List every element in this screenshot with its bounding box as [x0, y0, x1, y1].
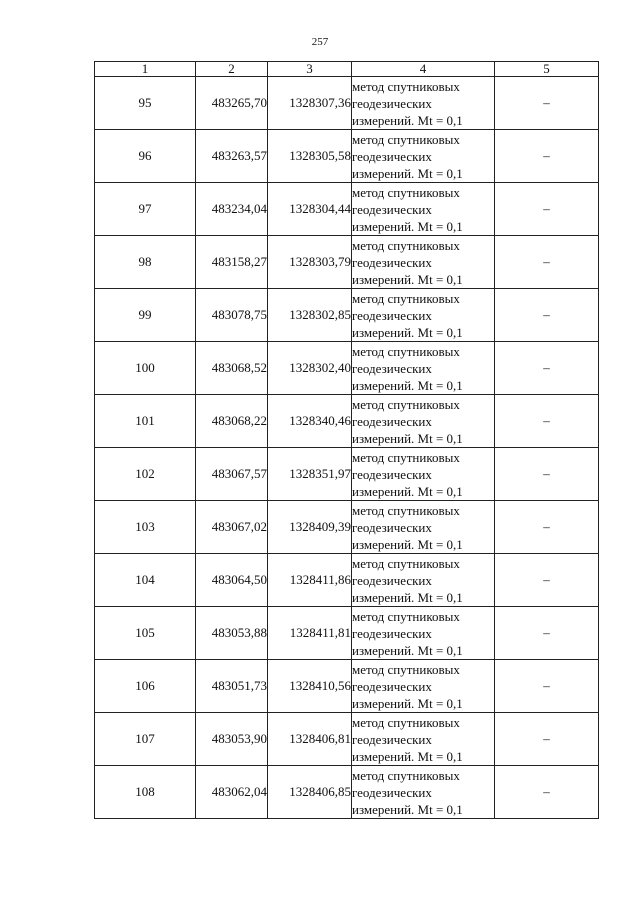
method-cell — [352, 660, 495, 713]
method-text-line: измерений. Mt = 0,1 — [352, 589, 463, 605]
point-number-cell: 108 — [95, 766, 196, 819]
method-text-line: измерений. Mt = 0,1 — [352, 165, 463, 181]
y-coordinate-cell: 1328409,39 — [268, 501, 352, 554]
y-coordinate-cell: 1328304,44 — [268, 183, 352, 236]
note-cell: – — [495, 289, 599, 342]
method-text-line: метод спутниковых — [352, 184, 460, 200]
table-row — [95, 77, 599, 130]
method-text-line: геодезических — [352, 572, 432, 588]
x-coordinate-cell: 483263,57 — [196, 130, 268, 183]
column-header-5: 5 — [495, 62, 599, 77]
method-text-line: измерений. Mt = 0,1 — [352, 430, 463, 446]
table-header — [95, 62, 599, 77]
method-text-line: метод спутниковых — [352, 290, 460, 306]
y-coordinate-cell: 1328351,97 — [268, 448, 352, 501]
method-text-line: измерений. Mt = 0,1 — [352, 324, 463, 340]
method-text-line: метод спутниковых — [352, 449, 460, 465]
method-text-line: метод спутниковых — [352, 502, 460, 518]
y-coordinate-cell: 1328307,36 — [268, 77, 352, 130]
method-cell — [352, 607, 495, 660]
note-cell: – — [495, 766, 599, 819]
y-coordinate-cell: 1328305,58 — [268, 130, 352, 183]
y-coordinate-cell: 1328410,56 — [268, 660, 352, 713]
x-coordinate-cell: 483068,22 — [196, 395, 268, 448]
table-body — [95, 77, 599, 819]
method-cell — [352, 77, 495, 130]
table-row — [95, 607, 599, 660]
method-cell — [352, 289, 495, 342]
column-header-3: 3 — [268, 62, 352, 77]
method-text-line: геодезических — [352, 625, 432, 641]
point-number-cell: 98 — [95, 236, 196, 289]
table-row — [95, 554, 599, 607]
note-cell: – — [495, 183, 599, 236]
method-text-line: метод спутниковых — [352, 714, 460, 730]
point-number-cell: 96 — [95, 130, 196, 183]
table-row — [95, 501, 599, 554]
table-row — [95, 183, 599, 236]
y-coordinate-cell: 1328340,46 — [268, 395, 352, 448]
x-coordinate-cell: 483234,04 — [196, 183, 268, 236]
table-row — [95, 766, 599, 819]
x-coordinate-cell: 483265,70 — [196, 77, 268, 130]
x-coordinate-cell: 483067,57 — [196, 448, 268, 501]
page-number: 257 — [311, 36, 329, 48]
note-cell: – — [495, 501, 599, 554]
method-text-line: метод спутниковых — [352, 237, 460, 253]
x-coordinate-cell: 483078,75 — [196, 289, 268, 342]
x-coordinate-cell: 483062,04 — [196, 766, 268, 819]
note-cell: – — [495, 236, 599, 289]
note-cell: – — [495, 130, 599, 183]
method-text-line: геодезических — [352, 413, 432, 429]
method-text-line: метод спутниковых — [352, 131, 460, 147]
table-row — [95, 713, 599, 766]
method-text-line: геодезических — [352, 466, 432, 482]
point-number-cell: 102 — [95, 448, 196, 501]
table-row — [95, 236, 599, 289]
table-row — [95, 289, 599, 342]
method-text-line: метод спутниковых — [352, 767, 460, 783]
point-number-cell: 95 — [95, 77, 196, 130]
y-coordinate-cell: 1328406,81 — [268, 713, 352, 766]
note-cell: – — [495, 342, 599, 395]
x-coordinate-cell: 483053,90 — [196, 713, 268, 766]
method-cell — [352, 501, 495, 554]
method-cell — [352, 395, 495, 448]
point-number-cell: 103 — [95, 501, 196, 554]
header-row — [95, 62, 599, 77]
method-text-line: метод спутниковых — [352, 661, 460, 677]
method-cell — [352, 554, 495, 607]
y-coordinate-cell: 1328406,85 — [268, 766, 352, 819]
note-cell: – — [495, 713, 599, 766]
point-number-cell: 105 — [95, 607, 196, 660]
note-cell: – — [495, 607, 599, 660]
method-cell — [352, 183, 495, 236]
method-text-line: геодезических — [352, 784, 432, 800]
method-text-line: измерений. Mt = 0,1 — [352, 801, 463, 817]
note-cell: – — [495, 395, 599, 448]
y-coordinate-cell: 1328303,79 — [268, 236, 352, 289]
table-row — [95, 130, 599, 183]
method-text-line: метод спутниковых — [352, 343, 460, 359]
method-text-line: метод спутниковых — [352, 608, 460, 624]
y-coordinate-cell: 1328302,85 — [268, 289, 352, 342]
method-text-line: измерений. Mt = 0,1 — [352, 112, 463, 128]
method-cell — [352, 236, 495, 289]
column-header-1: 1 — [95, 62, 196, 77]
point-number-cell: 107 — [95, 713, 196, 766]
table-row — [95, 448, 599, 501]
method-text-line: метод спутниковых — [352, 78, 460, 94]
method-text-line: измерений. Mt = 0,1 — [352, 271, 463, 287]
method-text-line: метод спутниковых — [352, 555, 460, 571]
method-text-line: геодезических — [352, 678, 432, 694]
point-number-cell: 99 — [95, 289, 196, 342]
method-text-line: геодезических — [352, 360, 432, 376]
method-cell — [352, 713, 495, 766]
x-coordinate-cell: 483068,52 — [196, 342, 268, 395]
y-coordinate-cell: 1328411,81 — [268, 607, 352, 660]
method-text-line: измерений. Mt = 0,1 — [352, 748, 463, 764]
method-text-line: измерений. Mt = 0,1 — [352, 536, 463, 552]
x-coordinate-cell: 483051,73 — [196, 660, 268, 713]
method-text-line: геодезических — [352, 307, 432, 323]
method-text-line: измерений. Mt = 0,1 — [352, 642, 463, 658]
point-number-cell: 106 — [95, 660, 196, 713]
x-coordinate-cell: 483064,50 — [196, 554, 268, 607]
method-text-line: геодезических — [352, 201, 432, 217]
coordinates-table — [94, 61, 599, 819]
method-text-line: геодезических — [352, 254, 432, 270]
method-cell — [352, 766, 495, 819]
table-row — [95, 342, 599, 395]
method-text-line: геодезических — [352, 519, 432, 535]
method-text-line: геодезических — [352, 731, 432, 747]
point-number-cell: 104 — [95, 554, 196, 607]
note-cell: – — [495, 554, 599, 607]
point-number-cell: 100 — [95, 342, 196, 395]
method-text-line: измерений. Mt = 0,1 — [352, 377, 463, 393]
method-text-line: метод спутниковых — [352, 396, 460, 412]
column-header-4: 4 — [352, 62, 495, 77]
y-coordinate-cell: 1328411,86 — [268, 554, 352, 607]
table-row — [95, 660, 599, 713]
x-coordinate-cell: 483053,88 — [196, 607, 268, 660]
method-text-line: геодезических — [352, 95, 432, 111]
method-cell — [352, 342, 495, 395]
note-cell: – — [495, 77, 599, 130]
table-row — [95, 395, 599, 448]
y-coordinate-cell: 1328302,40 — [268, 342, 352, 395]
method-text-line: измерений. Mt = 0,1 — [352, 695, 463, 711]
point-number-cell: 101 — [95, 395, 196, 448]
x-coordinate-cell: 483158,27 — [196, 236, 268, 289]
note-cell: – — [495, 448, 599, 501]
method-cell — [352, 130, 495, 183]
x-coordinate-cell: 483067,02 — [196, 501, 268, 554]
method-text-line: геодезических — [352, 148, 432, 164]
method-cell — [352, 448, 495, 501]
method-text-line: измерений. Mt = 0,1 — [352, 483, 463, 499]
point-number-cell: 97 — [95, 183, 196, 236]
note-cell: – — [495, 660, 599, 713]
column-header-2: 2 — [196, 62, 268, 77]
method-text-line: измерений. Mt = 0,1 — [352, 218, 463, 234]
